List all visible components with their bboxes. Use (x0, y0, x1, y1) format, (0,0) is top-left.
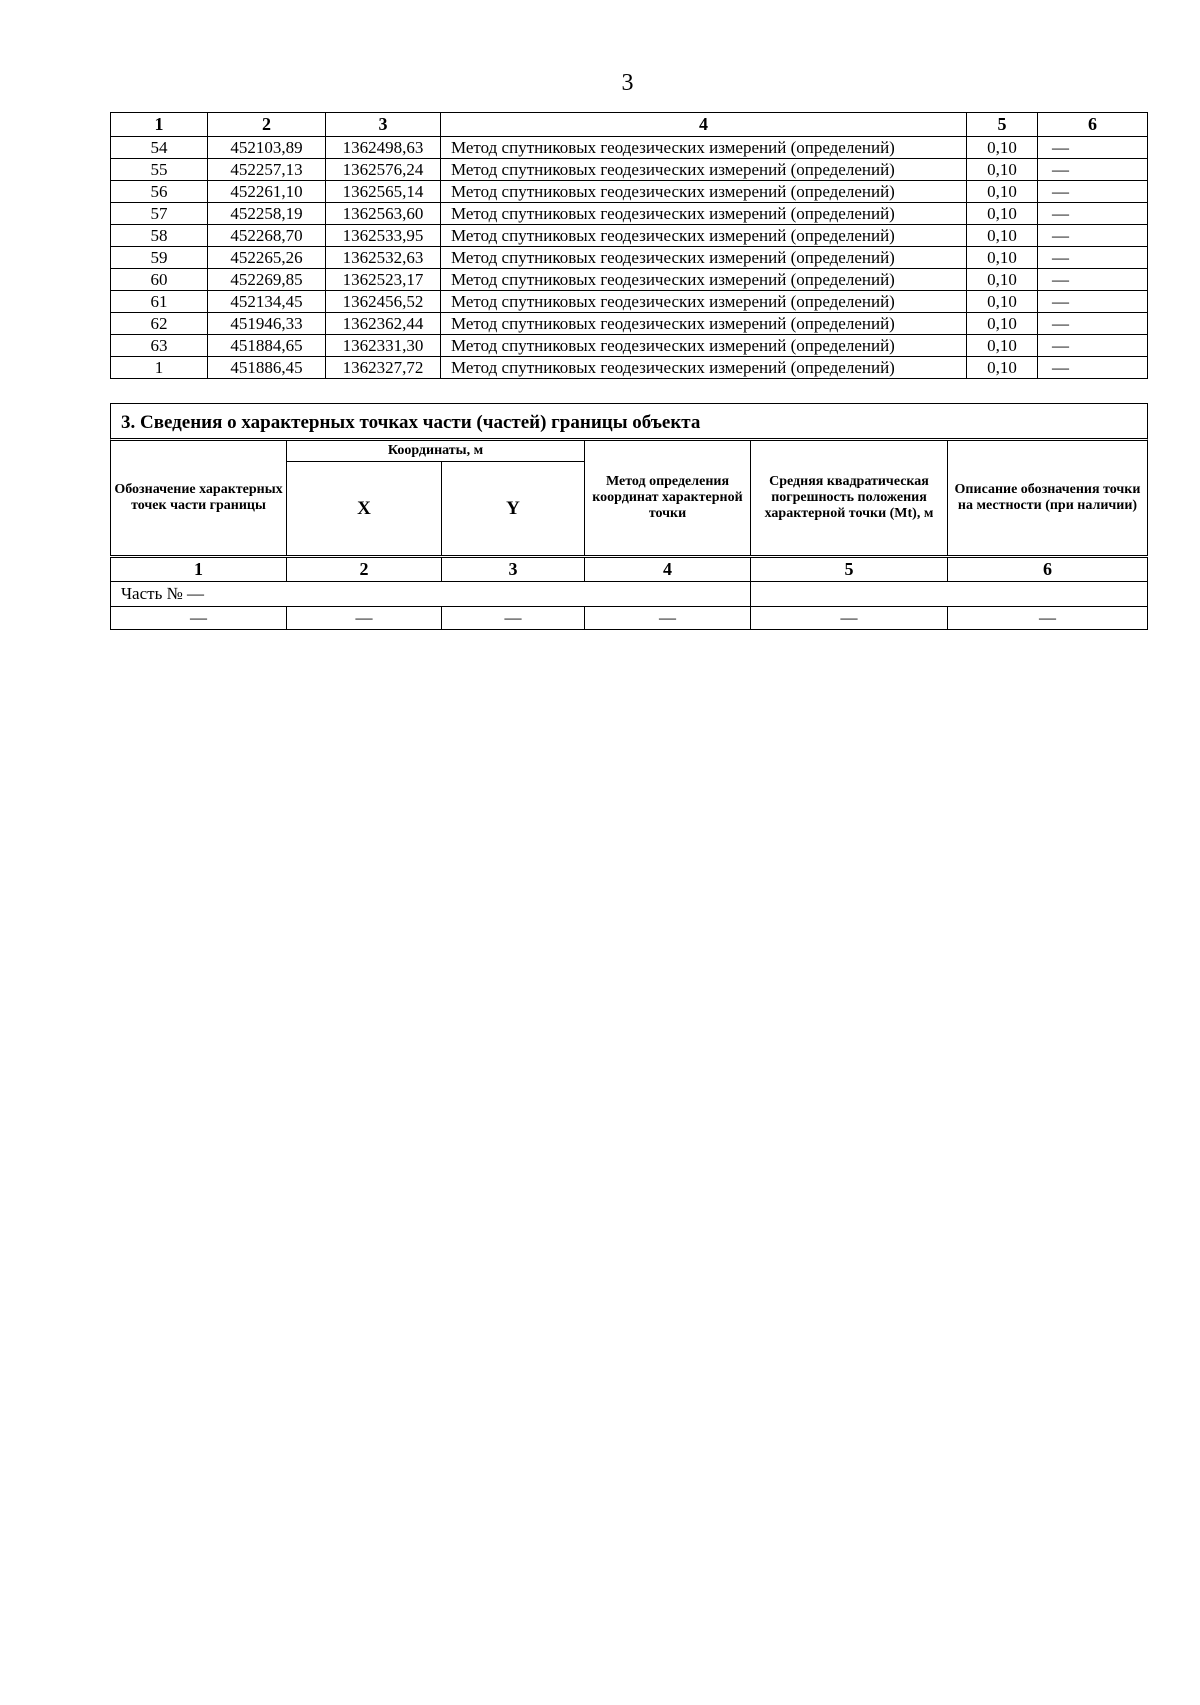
description-cell: — (1038, 137, 1148, 159)
x-coordinate-cell: 452257,13 (208, 159, 326, 181)
coordinates-table-body (111, 137, 1148, 379)
table-row (111, 313, 1148, 335)
y-coordinate-cell: 1362576,24 (326, 159, 441, 181)
description-cell: — (1038, 291, 1148, 313)
accuracy-cell: 0,10 (967, 247, 1038, 269)
method-cell: Метод спутниковых геодезических измерений (определений) (441, 225, 967, 247)
y-coordinate-cell: 1362327,72 (326, 357, 441, 379)
column-number-row (111, 557, 1148, 582)
description-cell: — (1038, 181, 1148, 203)
point-number-cell: 62 (111, 313, 208, 335)
description-cell: — (1038, 313, 1148, 335)
x-coordinate-cell: 452268,70 (208, 225, 326, 247)
method-cell: Метод спутниковых геодезических измерений (определений) (441, 247, 967, 269)
accuracy-cell: 0,10 (967, 291, 1038, 313)
description-cell: — (1038, 357, 1148, 379)
description-header: Описание обозначения точки на местности (при наличии) (948, 441, 1148, 557)
part-label-empty-cell (751, 582, 1148, 607)
y-coordinate-cell: 1362533,95 (326, 225, 441, 247)
point-number-cell: 59 (111, 247, 208, 269)
section-3-block (110, 403, 1148, 630)
table-row (111, 335, 1148, 357)
accuracy-cell: 0,10 (967, 335, 1038, 357)
accuracy-cell: 0,10 (967, 203, 1038, 225)
table-cell: — (442, 607, 585, 630)
x-coordinate-cell: 452269,85 (208, 269, 326, 291)
table-cell: — (287, 607, 442, 630)
column-header: 1 (111, 113, 208, 137)
x-coordinate-cell: 451884,65 (208, 335, 326, 357)
part-points-table (110, 441, 1148, 630)
table-row (111, 181, 1148, 203)
column-header: 4 (441, 113, 967, 137)
point-number-cell: 60 (111, 269, 208, 291)
column-number: 6 (948, 557, 1148, 582)
point-number-cell: 57 (111, 203, 208, 225)
accuracy-cell: 0,10 (967, 137, 1038, 159)
part-label: Часть № — (111, 582, 751, 607)
method-cell: Метод спутниковых геодезических измерений (определений) (441, 357, 967, 379)
point-number-cell: 1 (111, 357, 208, 379)
table-row (111, 291, 1148, 313)
part-label-row (111, 582, 1148, 607)
x-coordinate-cell: 452134,45 (208, 291, 326, 313)
column-header: 3 (326, 113, 441, 137)
table-row (111, 247, 1148, 269)
point-number-cell: 61 (111, 291, 208, 313)
accuracy-cell: 0,10 (967, 269, 1038, 291)
column-number: 4 (585, 557, 751, 582)
section-title: 3. Сведения о характерных точках части (частей) границы объекта (110, 403, 1148, 441)
table-row (111, 203, 1148, 225)
column-number: 3 (442, 557, 585, 582)
y-coordinate-cell: 1362523,17 (326, 269, 441, 291)
y-coordinate-cell: 1362362,44 (326, 313, 441, 335)
method-cell: Метод спутниковых геодезических измерений (определений) (441, 181, 967, 203)
table-cell: — (751, 607, 948, 630)
method-cell: Метод спутниковых геодезических измерений (определений) (441, 291, 967, 313)
x-coordinate-cell: 452265,26 (208, 247, 326, 269)
column-header: 5 (967, 113, 1038, 137)
x-header: X (287, 462, 442, 557)
accuracy-cell: 0,10 (967, 357, 1038, 379)
table-row (111, 137, 1148, 159)
point-number-cell: 58 (111, 225, 208, 247)
accuracy-cell: 0,10 (967, 159, 1038, 181)
y-header: Y (442, 462, 585, 557)
y-coordinate-cell: 1362498,63 (326, 137, 441, 159)
column-header: 2 (208, 113, 326, 137)
point-number-cell: 56 (111, 181, 208, 203)
point-number-cell: 63 (111, 335, 208, 357)
x-coordinate-cell: 452103,89 (208, 137, 326, 159)
y-coordinate-cell: 1362331,30 (326, 335, 441, 357)
method-cell: Метод спутниковых геодезических измерений (определений) (441, 137, 967, 159)
header-row-1 (111, 441, 1148, 462)
table-cell: — (111, 607, 287, 630)
description-cell: — (1038, 269, 1148, 291)
column-header: 6 (1038, 113, 1148, 137)
table-header-row (111, 113, 1148, 137)
y-coordinate-cell: 1362563,60 (326, 203, 441, 225)
x-coordinate-cell: 451886,45 (208, 357, 326, 379)
table-row (111, 159, 1148, 181)
table-row (111, 357, 1148, 379)
designation-header: Обозначение характерных точек части границы (111, 441, 287, 557)
coordinates-table (110, 112, 1148, 379)
table-cell: — (948, 607, 1148, 630)
accuracy-header (751, 441, 948, 557)
table-row (111, 225, 1148, 247)
description-cell: — (1038, 247, 1148, 269)
coordinates-header: Координаты, м (287, 441, 585, 462)
y-coordinate-cell: 1362532,63 (326, 247, 441, 269)
column-number: 1 (111, 557, 287, 582)
method-cell: Метод спутниковых геодезических измерений (определений) (441, 313, 967, 335)
description-cell: — (1038, 335, 1148, 357)
x-coordinate-cell: 451946,33 (208, 313, 326, 335)
description-cell: — (1038, 203, 1148, 225)
method-header: Метод определения координат характерной точки (585, 441, 751, 557)
accuracy-cell: 0,10 (967, 181, 1038, 203)
description-cell: — (1038, 159, 1148, 181)
table-row (111, 269, 1148, 291)
x-coordinate-cell: 452258,19 (208, 203, 326, 225)
y-coordinate-cell: 1362456,52 (326, 291, 441, 313)
column-number: 5 (751, 557, 948, 582)
accuracy-cell: 0,10 (967, 225, 1038, 247)
method-cell: Метод спутниковых геодезических измерений (определений) (441, 269, 967, 291)
column-number: 2 (287, 557, 442, 582)
table-cell: — (585, 607, 751, 630)
method-cell: Метод спутниковых геодезических измерений (определений) (441, 159, 967, 181)
accuracy-header-text: Средняя квадратическая погрешность положения характерной точки (Mt), м (764, 474, 934, 521)
point-number-cell: 54 (111, 137, 208, 159)
description-cell: — (1038, 225, 1148, 247)
method-cell: Метод спутниковых геодезических измерений (определений) (441, 203, 967, 225)
x-coordinate-cell: 452261,10 (208, 181, 326, 203)
page-number: 3 (621, 70, 634, 96)
accuracy-cell: 0,10 (967, 313, 1038, 335)
table-row (111, 607, 1148, 630)
y-coordinate-cell: 1362565,14 (326, 181, 441, 203)
method-cell: Метод спутниковых геодезических измерений (определений) (441, 335, 967, 357)
point-number-cell: 55 (111, 159, 208, 181)
